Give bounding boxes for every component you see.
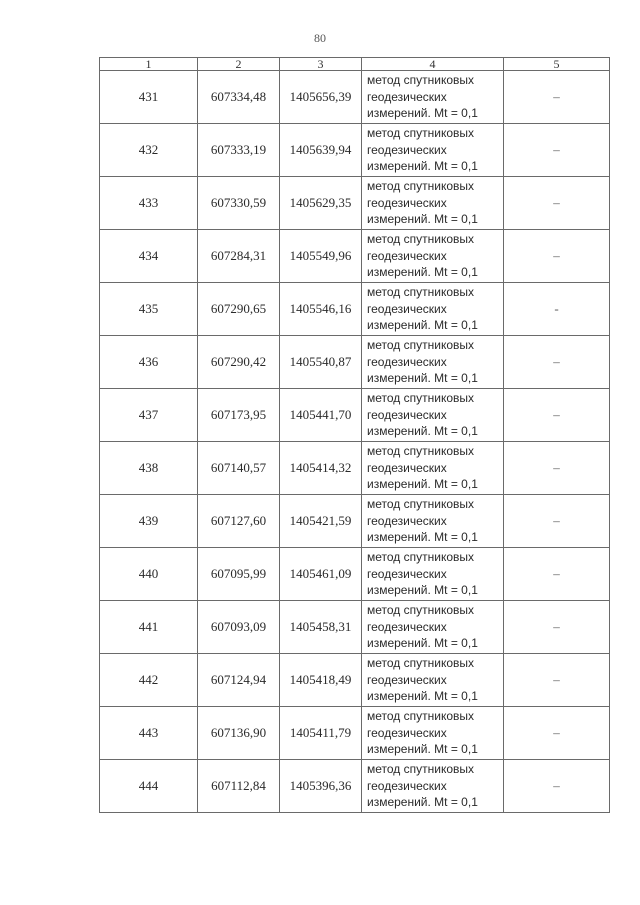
header-col-1: 1 bbox=[100, 58, 198, 71]
point-number: 442 bbox=[100, 654, 198, 707]
method-cell bbox=[362, 654, 504, 707]
coord-y: 1405458,31 bbox=[280, 601, 362, 654]
point-number: 433 bbox=[100, 177, 198, 230]
point-number: 438 bbox=[100, 442, 198, 495]
method-cell bbox=[362, 495, 504, 548]
method-cell bbox=[362, 283, 504, 336]
table-row bbox=[100, 336, 610, 389]
method-line-3: измерений. Mt = 0,1 bbox=[367, 265, 478, 280]
coord-x: 607173,95 bbox=[198, 389, 280, 442]
coord-x: 607334,48 bbox=[198, 71, 280, 124]
coord-x: 607140,57 bbox=[198, 442, 280, 495]
note-cell: – bbox=[504, 389, 610, 442]
table-row bbox=[100, 71, 610, 124]
method-line-3: измерений. Mt = 0,1 bbox=[367, 583, 478, 598]
point-number: 440 bbox=[100, 548, 198, 601]
method-cell bbox=[362, 230, 504, 283]
method-cell bbox=[362, 336, 504, 389]
page-number: 80 bbox=[314, 31, 326, 45]
coord-y: 1405546,16 bbox=[280, 283, 362, 336]
coord-x: 607112,84 bbox=[198, 760, 280, 813]
coord-y: 1405396,36 bbox=[280, 760, 362, 813]
method-line-1: метод спутниковых bbox=[367, 656, 475, 671]
point-number: 439 bbox=[100, 495, 198, 548]
method-line-2: геодезических bbox=[367, 566, 447, 581]
method-line-2: геодезических bbox=[367, 142, 447, 157]
method-line-3: измерений. Mt = 0,1 bbox=[367, 689, 478, 704]
table-row bbox=[100, 707, 610, 760]
table-row bbox=[100, 760, 610, 813]
point-number: 432 bbox=[100, 124, 198, 177]
method-line-3: измерений. Mt = 0,1 bbox=[367, 371, 478, 386]
method-line-1: метод спутниковых bbox=[367, 603, 475, 618]
method-line-3: измерений. Mt = 0,1 bbox=[367, 159, 478, 174]
method-line-2: геодезических bbox=[367, 89, 447, 104]
method-cell bbox=[362, 389, 504, 442]
method-line-3: измерений. Mt = 0,1 bbox=[367, 795, 478, 810]
coord-x: 607290,42 bbox=[198, 336, 280, 389]
method-line-1: метод спутниковых bbox=[367, 338, 475, 353]
method-line-2: геодезических bbox=[367, 725, 447, 740]
table-row bbox=[100, 601, 610, 654]
table-row bbox=[100, 654, 610, 707]
method-line-1: метод спутниковых bbox=[367, 232, 475, 247]
coordinates-table bbox=[99, 57, 610, 813]
note-cell: – bbox=[504, 336, 610, 389]
method-line-1: метод спутниковых bbox=[367, 497, 475, 512]
coord-x: 607124,94 bbox=[198, 654, 280, 707]
method-line-3: измерений. Mt = 0,1 bbox=[367, 742, 478, 757]
method-cell bbox=[362, 442, 504, 495]
method-line-3: измерений. Mt = 0,1 bbox=[367, 477, 478, 492]
method-cell bbox=[362, 177, 504, 230]
coord-y: 1405549,96 bbox=[280, 230, 362, 283]
method-cell bbox=[362, 548, 504, 601]
note-cell: – bbox=[504, 177, 610, 230]
note-cell: – bbox=[504, 230, 610, 283]
coord-x: 607095,99 bbox=[198, 548, 280, 601]
header-col-3: 3 bbox=[280, 58, 362, 71]
method-line-3: измерений. Mt = 0,1 bbox=[367, 636, 478, 651]
header-col-4: 4 bbox=[362, 58, 504, 71]
coord-y: 1405441,70 bbox=[280, 389, 362, 442]
table-row bbox=[100, 177, 610, 230]
method-line-2: геодезических bbox=[367, 513, 447, 528]
method-line-2: геодезических bbox=[367, 407, 447, 422]
coord-y: 1405411,79 bbox=[280, 707, 362, 760]
note-cell: – bbox=[504, 71, 610, 124]
coord-y: 1405414,32 bbox=[280, 442, 362, 495]
method-line-2: геодезических bbox=[367, 619, 447, 634]
point-number: 434 bbox=[100, 230, 198, 283]
note-cell: – bbox=[504, 124, 610, 177]
note-cell: – bbox=[504, 601, 610, 654]
note-cell: – bbox=[504, 707, 610, 760]
method-line-3: измерений. Mt = 0,1 bbox=[367, 318, 478, 333]
header-col-5: 5 bbox=[504, 58, 610, 71]
method-line-1: метод спутниковых bbox=[367, 391, 475, 406]
table-row bbox=[100, 283, 610, 336]
coord-y: 1405656,39 bbox=[280, 71, 362, 124]
method-line-3: измерений. Mt = 0,1 bbox=[367, 530, 478, 545]
point-number: 431 bbox=[100, 71, 198, 124]
method-line-3: измерений. Mt = 0,1 bbox=[367, 106, 478, 121]
coord-x: 607290,65 bbox=[198, 283, 280, 336]
note-cell: - bbox=[504, 283, 610, 336]
coord-x: 607136,90 bbox=[198, 707, 280, 760]
method-line-2: геодезических bbox=[367, 672, 447, 687]
table-row bbox=[100, 230, 610, 283]
table-row bbox=[100, 548, 610, 601]
method-line-1: метод спутниковых bbox=[367, 762, 475, 777]
coord-y: 1405461,09 bbox=[280, 548, 362, 601]
method-cell bbox=[362, 601, 504, 654]
table-row bbox=[100, 495, 610, 548]
point-number: 443 bbox=[100, 707, 198, 760]
note-cell: – bbox=[504, 760, 610, 813]
method-line-2: геодезических bbox=[367, 301, 447, 316]
coord-x: 607093,09 bbox=[198, 601, 280, 654]
point-number: 441 bbox=[100, 601, 198, 654]
coord-y: 1405639,94 bbox=[280, 124, 362, 177]
note-cell: – bbox=[504, 548, 610, 601]
method-line-2: геодезических bbox=[367, 248, 447, 263]
note-cell: – bbox=[504, 654, 610, 707]
coord-y: 1405629,35 bbox=[280, 177, 362, 230]
note-cell: – bbox=[504, 495, 610, 548]
header-row bbox=[100, 58, 610, 71]
table-row bbox=[100, 124, 610, 177]
method-line-3: измерений. Mt = 0,1 bbox=[367, 424, 478, 439]
coord-x: 607330,59 bbox=[198, 177, 280, 230]
point-number: 436 bbox=[100, 336, 198, 389]
method-line-1: метод спутниковых bbox=[367, 179, 475, 194]
method-line-1: метод спутниковых bbox=[367, 126, 475, 141]
method-line-2: геодезических bbox=[367, 460, 447, 475]
method-line-1: метод спутниковых bbox=[367, 709, 475, 724]
point-number: 444 bbox=[100, 760, 198, 813]
method-line-1: метод спутниковых bbox=[367, 550, 475, 565]
coord-x: 607333,19 bbox=[198, 124, 280, 177]
point-number: 435 bbox=[100, 283, 198, 336]
table-row bbox=[100, 389, 610, 442]
method-cell bbox=[362, 71, 504, 124]
method-line-1: метод спутниковых bbox=[367, 73, 475, 88]
note-cell: – bbox=[504, 442, 610, 495]
coord-y: 1405540,87 bbox=[280, 336, 362, 389]
header-col-2: 2 bbox=[198, 58, 280, 71]
method-cell bbox=[362, 124, 504, 177]
method-cell bbox=[362, 760, 504, 813]
method-line-2: геодезических bbox=[367, 195, 447, 210]
coord-x: 607284,31 bbox=[198, 230, 280, 283]
method-line-1: метод спутниковых bbox=[367, 285, 475, 300]
method-cell bbox=[362, 707, 504, 760]
method-line-2: геодезических bbox=[367, 354, 447, 369]
coord-y: 1405421,59 bbox=[280, 495, 362, 548]
coord-x: 607127,60 bbox=[198, 495, 280, 548]
coord-y: 1405418,49 bbox=[280, 654, 362, 707]
table-row bbox=[100, 442, 610, 495]
point-number: 437 bbox=[100, 389, 198, 442]
method-line-3: измерений. Mt = 0,1 bbox=[367, 212, 478, 227]
method-line-2: геодезических bbox=[367, 778, 447, 793]
method-line-1: метод спутниковых bbox=[367, 444, 475, 459]
